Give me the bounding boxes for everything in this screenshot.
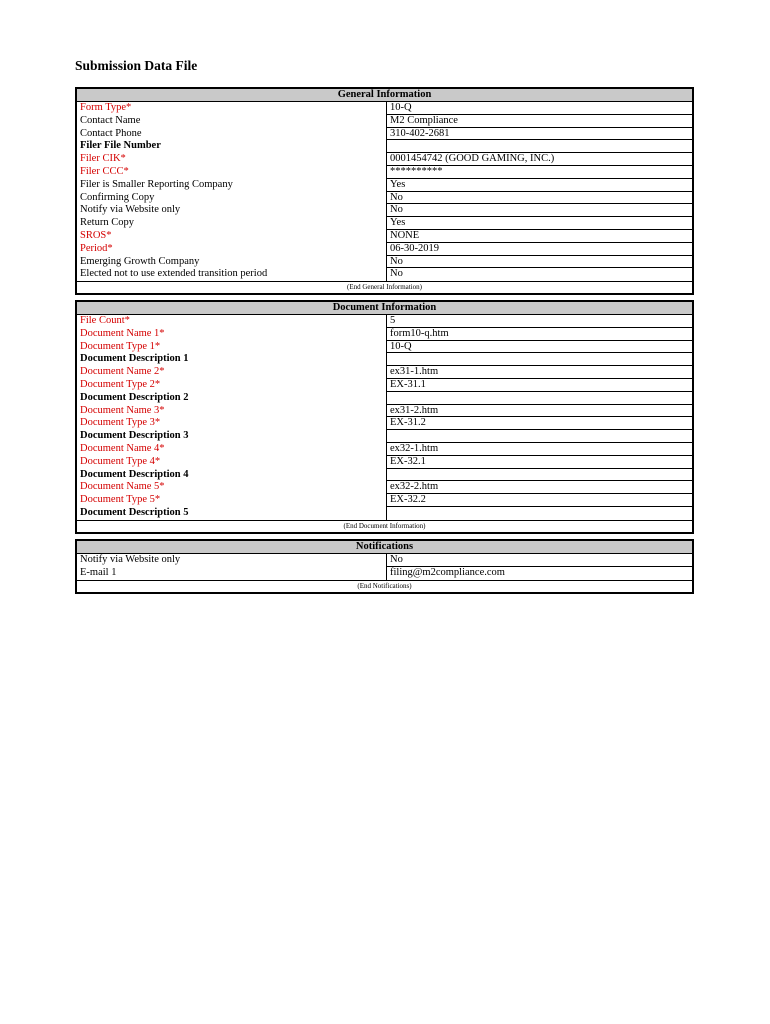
- field-value: [386, 507, 692, 520]
- field-label: Filer is Smaller Reporting Company: [80, 178, 233, 190]
- field-label: Notify via Website only: [80, 554, 181, 565]
- field-label: File Count*: [80, 315, 130, 326]
- field-value: ex31-1.htm: [386, 366, 692, 379]
- table-row: [77, 554, 692, 567]
- document-information-header: Document Information: [77, 302, 692, 315]
- field-label: Document Type 1*: [80, 340, 161, 352]
- table-row: [77, 366, 692, 379]
- table-row: [77, 268, 692, 281]
- field-value: 5: [386, 315, 692, 328]
- field-value: filing@m2compliance.com: [386, 567, 692, 580]
- table-row: [77, 341, 692, 354]
- table-row: [77, 256, 692, 269]
- table-row: [77, 481, 692, 494]
- document-information-section: [75, 300, 694, 534]
- field-label: Document Type 5*: [80, 494, 161, 506]
- field-value: ex32-2.htm: [386, 481, 692, 494]
- field-label: Document Description 2: [80, 391, 189, 403]
- field-label: Contact Name: [80, 114, 141, 126]
- field-value: Yes: [386, 217, 692, 230]
- notifications-header: Notifications: [77, 541, 692, 554]
- field-value: ex31-2.htm: [386, 405, 692, 418]
- field-value: M2 Compliance: [386, 115, 692, 128]
- field-label: Form Type*: [80, 102, 132, 113]
- table-row: [77, 507, 692, 520]
- field-label: E-mail 1: [80, 566, 117, 578]
- table-row: [77, 353, 692, 366]
- table-row: [77, 456, 692, 469]
- table-row: [77, 140, 692, 153]
- general-information-footer: (End General Information): [77, 281, 692, 293]
- field-value: [386, 353, 692, 366]
- field-label: Document Name 4*: [80, 442, 165, 454]
- field-label: Filer File Number: [80, 140, 161, 152]
- field-label: Filer CCC*: [80, 165, 129, 177]
- field-value: [386, 140, 692, 153]
- table-row: [77, 230, 692, 243]
- field-label: Elected not to use extended transition period: [80, 268, 268, 280]
- table-row: [77, 115, 692, 128]
- field-label: Document Description 1: [80, 353, 189, 365]
- field-value: ex32-1.htm: [386, 443, 692, 456]
- general-information-section: [75, 87, 694, 295]
- table-row: [77, 192, 692, 205]
- field-value: No: [386, 268, 692, 281]
- table-row: [77, 243, 692, 256]
- field-value: 10-Q: [386, 102, 692, 115]
- field-label: Document Description 4: [80, 468, 189, 480]
- notifications-footer: (End Notifications): [77, 580, 692, 592]
- field-value: 06-30-2019: [386, 243, 692, 256]
- field-label: Document Description 3: [80, 430, 189, 442]
- notifications-rows: [77, 554, 692, 580]
- table-row: [77, 128, 692, 141]
- field-label: SROS*: [80, 229, 112, 241]
- field-value: EX-31.2: [386, 417, 692, 430]
- field-value: NONE: [386, 230, 692, 243]
- field-value: No: [386, 192, 692, 205]
- table-row: [77, 443, 692, 456]
- field-label: Document Type 3*: [80, 417, 161, 429]
- field-label: Document Name 2*: [80, 366, 165, 378]
- document-information-footer: (End Document Information): [77, 520, 692, 532]
- field-value: form10-q.htm: [386, 328, 692, 341]
- general-information-rows: [77, 102, 692, 281]
- field-value: EX-31.1: [386, 379, 692, 392]
- field-value: **********: [386, 166, 692, 179]
- field-value: No: [386, 204, 692, 217]
- table-row: [77, 392, 692, 405]
- field-value: EX-32.2: [386, 494, 692, 507]
- field-label: Emerging Growth Company: [80, 255, 200, 267]
- table-row: [77, 153, 692, 166]
- table-row: [77, 430, 692, 443]
- field-label: Notify via Website only: [80, 204, 181, 216]
- page-title: Submission Data File: [75, 58, 198, 73]
- field-value: No: [386, 256, 692, 269]
- table-row: [77, 494, 692, 507]
- field-label: Document Type 2*: [80, 378, 161, 390]
- table-row: [77, 417, 692, 430]
- table-row: [77, 567, 692, 580]
- field-label: Filer CIK*: [80, 153, 126, 165]
- field-value: [386, 392, 692, 405]
- table-row: [77, 315, 692, 328]
- document-information-rows: [77, 315, 692, 520]
- table-row: [77, 179, 692, 192]
- field-label: Document Description 5: [80, 506, 189, 518]
- field-label: Document Type 4*: [80, 455, 161, 467]
- field-label: Period*: [80, 242, 113, 254]
- field-value: [386, 430, 692, 443]
- field-value: No: [386, 554, 692, 567]
- field-value: [386, 469, 692, 482]
- general-information-header: General Information: [77, 89, 692, 102]
- table-row: [77, 102, 692, 115]
- field-value: Yes: [386, 179, 692, 192]
- field-value: 310-402-2681: [386, 128, 692, 141]
- field-label: Document Name 3*: [80, 404, 165, 416]
- field-value: 10-Q: [386, 341, 692, 354]
- field-label: Return Copy: [80, 217, 134, 229]
- field-label: Contact Phone: [80, 127, 142, 139]
- table-row: [77, 217, 692, 230]
- table-row: [77, 379, 692, 392]
- field-label: Document Name 5*: [80, 481, 165, 493]
- field-value: EX-32.1: [386, 456, 692, 469]
- table-row: [77, 405, 692, 418]
- table-row: [77, 328, 692, 341]
- field-value: 0001454742 (GOOD GAMING, INC.): [386, 153, 692, 166]
- field-label: Confirming Copy: [80, 191, 155, 203]
- table-row: [77, 469, 692, 482]
- field-label: Document Name 1*: [80, 327, 165, 339]
- notifications-section: [75, 539, 694, 594]
- table-row: [77, 204, 692, 217]
- table-row: [77, 166, 692, 179]
